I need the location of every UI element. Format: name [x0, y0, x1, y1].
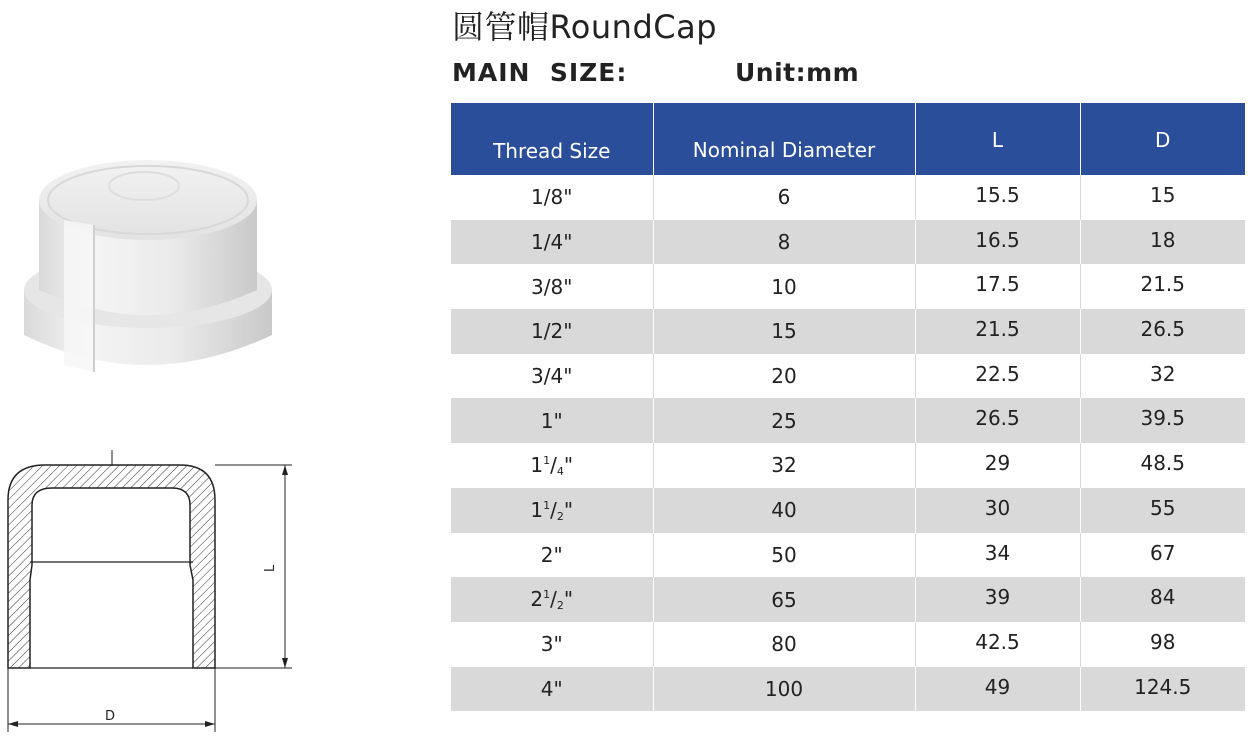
cell-d: 84 [1080, 577, 1245, 622]
cell-d: 18 [1080, 220, 1245, 265]
cell-d: 32 [1080, 354, 1245, 399]
cell-nominal-diameter: 40 [653, 488, 915, 533]
cell-d: 67 [1080, 533, 1245, 578]
table-row [451, 667, 1245, 712]
cell-d: 15 [1080, 175, 1245, 220]
cell-l: 29 [915, 443, 1080, 488]
cell-l: 34 [915, 533, 1080, 578]
cell-l: 39 [915, 577, 1080, 622]
cell-thread-size: 1/2" [451, 309, 653, 354]
table-row [451, 398, 1245, 443]
cell-thread-size: 1/8" [451, 175, 653, 220]
dim-l-label: L [263, 564, 278, 572]
table-row [451, 622, 1245, 667]
cell-nominal-diameter: 100 [653, 667, 915, 712]
table-row [451, 220, 1245, 265]
cell-l: 30 [915, 488, 1080, 533]
table-header-row [451, 103, 1245, 175]
cell-d: 55 [1080, 488, 1245, 533]
table-row [451, 533, 1245, 578]
cell-thread-size: 2" [451, 533, 653, 578]
cell-nominal-diameter: 10 [653, 264, 915, 309]
header-nominal-diameter: Nominal Diameter [653, 103, 915, 175]
cell-l: 49 [915, 667, 1080, 712]
cell-nominal-diameter: 65 [653, 577, 915, 622]
cell-d: 48.5 [1080, 443, 1245, 488]
header-thread-size: Thread Size [451, 103, 653, 175]
cell-l: 42.5 [915, 622, 1080, 667]
round-cap-drawing [0, 440, 300, 739]
cell-nominal-diameter: 15 [653, 309, 915, 354]
cell-thread-size: 3/8" [451, 264, 653, 309]
table-row [451, 354, 1245, 399]
cell-thread-size: 1/4" [451, 220, 653, 265]
size-table [451, 103, 1245, 711]
cell-nominal-diameter: 6 [653, 175, 915, 220]
cell-l: 16.5 [915, 220, 1080, 265]
cell-nominal-diameter: 80 [653, 622, 915, 667]
page-title: 圆管帽RoundCap [452, 8, 718, 46]
cell-l: 26.5 [915, 398, 1080, 443]
cell-l: 22.5 [915, 354, 1080, 399]
cell-nominal-diameter: 50 [653, 533, 915, 578]
cell-d: 124.5 [1080, 667, 1245, 712]
table-row [451, 443, 1245, 488]
cell-thread-size: 3/4" [451, 354, 653, 399]
round-cap-photo [14, 150, 284, 390]
cell-nominal-diameter: 25 [653, 398, 915, 443]
dim-d-label: D [105, 709, 116, 724]
table-row [451, 309, 1245, 354]
header-l: L [915, 103, 1080, 175]
table-row [451, 577, 1245, 622]
cell-nominal-diameter: 32 [653, 443, 915, 488]
cell-thread-size: 4" [451, 667, 653, 712]
unit-label: Unit:mm [735, 58, 860, 87]
table-row [451, 264, 1245, 309]
cell-thread-size: $1^1/_4$" [451, 443, 653, 488]
cell-thread-size: 1" [451, 398, 653, 443]
cell-l: 15.5 [915, 175, 1080, 220]
table-row [451, 488, 1245, 533]
cell-thread-size: $2^1/_2$" [451, 577, 653, 622]
cell-d: 39.5 [1080, 398, 1245, 443]
cell-d: 26.5 [1080, 309, 1245, 354]
cell-nominal-diameter: 8 [653, 220, 915, 265]
cell-l: 21.5 [915, 309, 1080, 354]
table-row [451, 175, 1245, 220]
cell-thread-size: $1^1/_2$" [451, 488, 653, 533]
cell-d: 98 [1080, 622, 1245, 667]
cell-nominal-diameter: 20 [653, 354, 915, 399]
header-d: D [1080, 103, 1245, 175]
cell-l: 17.5 [915, 264, 1080, 309]
cell-d: 21.5 [1080, 264, 1245, 309]
main-size-label: MAIN SIZE: [452, 58, 628, 87]
cell-thread-size: 3" [451, 622, 653, 667]
